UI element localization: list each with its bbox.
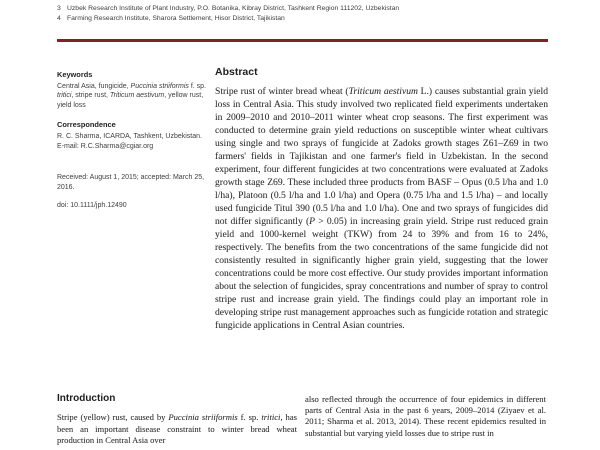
text-segment: Stripe (yellow) rust, caused by [57, 412, 169, 422]
italic-text-segment: Puccinia striiformis [130, 82, 189, 90]
text-segment: f. sp. [188, 82, 207, 90]
text-segment: Stripe rust of winter bread wheat ( [215, 86, 349, 97]
text-segment: , yellow rust, yield loss [57, 92, 204, 109]
italic-text-segment: tritici [57, 92, 72, 100]
sidebar [57, 70, 209, 211]
introduction-right-text: also reflected through the occurrence of four epidemics in different parts of Central Asia in the past 6 years, 2009–2014 (Ziyaev et al. 2011; Sharma et al. 2013, 2014). These recent epidemics resulted in substantial but varying yield losses due to stripe rust in [305, 394, 546, 438]
affiliation-number: 3 [57, 5, 61, 12]
text-segment: L.) causes substantial grain yield loss in Central Asia. This study involved two replicated field experiments undertaken in 2009–2010 and 2010–2011 winter wheat crop seasons. The first experiment was conducted to determine grain yield reductions on susceptible winter wheat cultivars using single and two sprays of fungicide at Zadoks growth stages Z61–Z69 in two farmers' fields in Tajikistan and one farmer's field in Uzbekistan. In the second experiment, four different fungicides at two concentrations were evaluated at Zadoks growth stage Z69. These included three products from BASF – Opus (0.5 l/ha and 1.0 l/ha), Platoon (0.5 l/ha and 1.0 l/ha) and Opera (0.75 l/ha and 1.5 l/ha) – and locally used fungicide Titul 390 (0.5 l/ha and 1.0 l/ha). One and two sprays of fungicides did not differ significantly ( [215, 86, 548, 227]
italic-text-segment: P [309, 216, 316, 227]
introduction-section [57, 393, 297, 450]
italic-text-segment: tritici [261, 412, 281, 422]
introduction-heading: Introduction [57, 393, 116, 404]
affiliation-list [57, 4, 399, 24]
text-segment: f. sp. [237, 412, 262, 422]
affiliation-number: 4 [57, 15, 61, 22]
italic-text-segment: Triticum aestivum [348, 86, 418, 97]
abstract-body [215, 85, 548, 332]
abstract-heading: Abstract [215, 66, 258, 78]
keywords-heading: Keywords [57, 70, 93, 79]
text-segment: , stripe rust, [71, 92, 110, 100]
keywords-text [57, 82, 209, 111]
correspondence-line: R. C. Sharma, ICARDA, Tashkent, Uzbekistan. [57, 132, 202, 140]
correspondence-email: E-mail: R.C.Sharma@cgiar.org [57, 142, 154, 150]
correspondence-heading: Correspondence [57, 120, 116, 130]
introduction-left-text [57, 412, 297, 447]
affiliation-text: Uzbek Research Institute of Plant Industry, P.O. Botanika, Kibray District, Tashkent Region 111202, Uzbekistan [67, 5, 400, 12]
text-segment: , has been an important disease constraint to winter bread wheat production in Central Asia over [57, 412, 297, 446]
affiliation-text: Farming Research Institute, Sharora Settlement, Hisor District, Tajikistan [67, 15, 285, 22]
affiliation-item [57, 4, 399, 14]
received-accepted-text: Received: August 1, 2015; accepted: March 25, 2016. [57, 174, 205, 191]
doi-text: doi: 10.1111/jph.12490 [57, 202, 127, 210]
affiliation-item [57, 14, 399, 24]
header-rule [57, 39, 548, 42]
italic-text-segment: Puccinia striiformis [168, 412, 238, 422]
abstract-section [215, 66, 548, 342]
text-segment: Central Asia, fungicide, [57, 82, 131, 90]
text-segment: > 0.05) in increasing grain yield. Stripe rust reduced grain yield and 1000-kernel weight (TKW) from 24 to 39% and from 16 to 24%, respectively. The benefits from the two concentrations of the same fungicide did not consistently resulted in significantly higher grain yield, suggesting that the lower concentrations could be more cost effective. Our study provides important information about the selection of fungicides, spray concentrations and number of spray to control stripe rust and increase grain yield. The findings could play an important role in developing stripe rust management approaches such as fungicide rotation and strategic fungicide applications in Central Asian countries. [215, 216, 548, 331]
italic-text-segment: Triticum aestivum [109, 92, 165, 100]
